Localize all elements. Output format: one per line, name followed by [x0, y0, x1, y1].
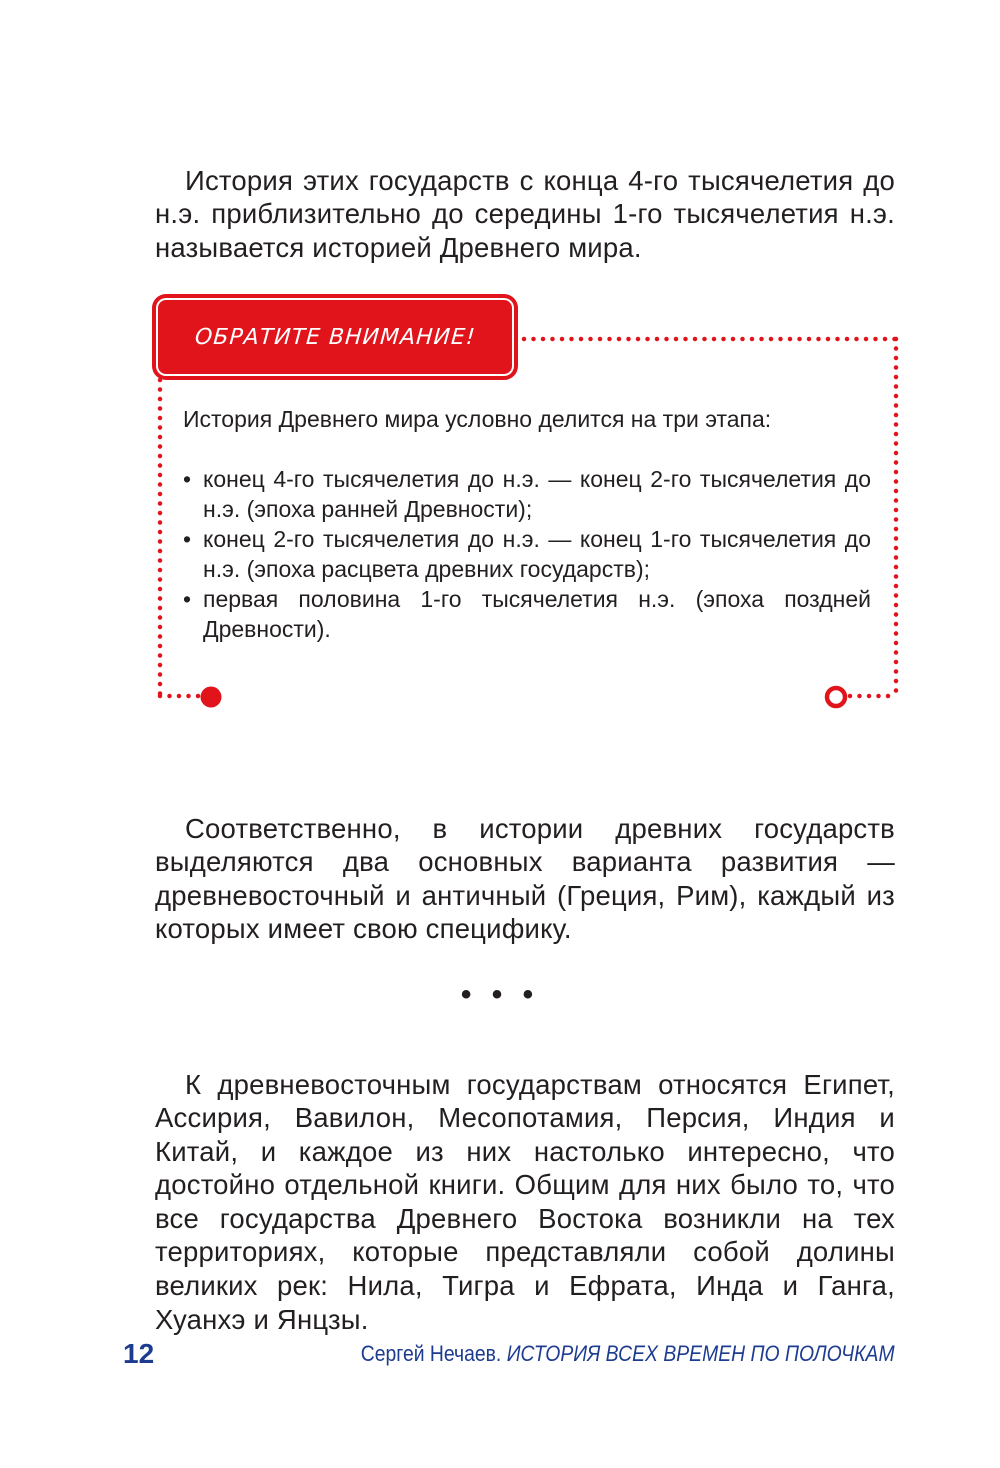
list-item	[183, 464, 871, 524]
frame-filled-dot	[201, 687, 222, 708]
bullet-icon: •	[183, 526, 192, 552]
list-item	[183, 524, 871, 584]
eastern-states-paragraph	[155, 1068, 895, 1337]
attention-label-badge	[156, 298, 514, 376]
attention-stage-list	[183, 464, 871, 644]
eastern-states-paragraph-text: К древневосточным государствам относятся Египет, Ассирия, Вавилон, Месопотамия, Персия, Индия и Китай, и каждое из них настолько интересно, что достойно отдельной книги. Общим для них было то, что все государства Древнего Востока возникли на тех территориях, которые представляли собой долины великих рек: Нила, Тигра и Ефрата, Инда и Ганга, Хуанхэ и Янцзы.	[155, 1068, 895, 1335]
footer-book-title: ИСТОРИЯ ВСЕХ ВРЕМЕН ПО ПОЛОЧКАМ	[507, 1341, 895, 1366]
list-item-text: первая половина 1-го тысячелетия н.э. (эпоха поздней Древности).	[203, 586, 871, 642]
footer-author: Сергей Нечаев.	[361, 1341, 502, 1366]
section-separator: • • •	[460, 978, 540, 1011]
page-number: 12	[123, 1338, 155, 1369]
attention-label-text: ОБРАТИТЕ ВНИМАНИЕ!	[193, 324, 477, 350]
list-item-text: конец 2-го тысячелетия до н.э. — конец 1-го тысячелетия до н.э. (эпоха расцвета древних государств);	[203, 526, 871, 582]
frame-ring-dot	[827, 688, 845, 706]
variants-paragraph	[155, 812, 895, 946]
bullet-icon: •	[183, 586, 192, 612]
list-item-text: конец 4-го тысячелетия до н.э. — конец 2-го тысячелетия до н.э. (эпоха ранней Древности);	[203, 466, 871, 522]
attention-intro: История Древнего мира условно делится на три этапа:	[183, 406, 772, 432]
attention-content	[183, 404, 871, 644]
running-footer	[361, 1341, 895, 1367]
variants-paragraph-text: Соответственно, в истории древних государств выделяются два основных варианта развития — древневосточный и античный (Греция, Рим), каждый из которых имеет свою специфику.	[155, 812, 895, 945]
intro-paragraph-text: История этих государств с конца 4-го тысячелетия до н.э. приблизительно до середины 1-го тысячелетия н.э. называется историей Древнего мира.	[155, 164, 895, 263]
list-item	[183, 584, 871, 644]
bullet-icon: •	[183, 466, 192, 492]
